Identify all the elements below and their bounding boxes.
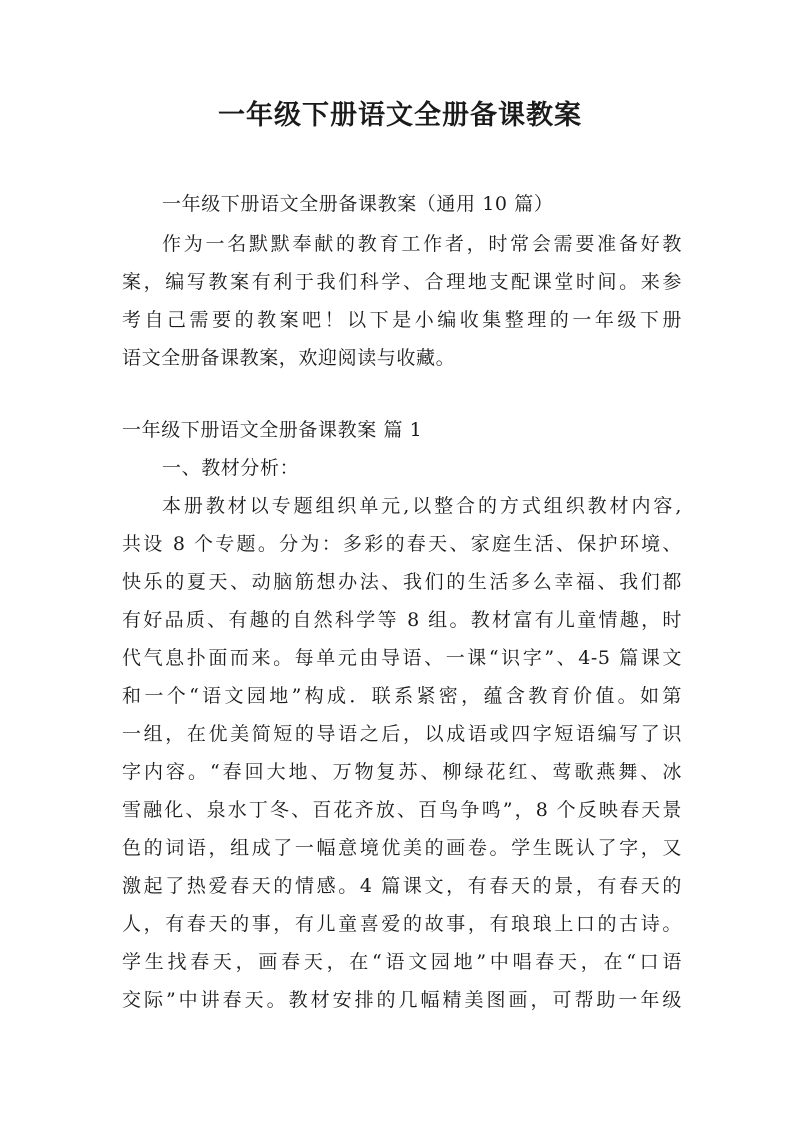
body-line: 激起了热爱春天的情感。4 篇课文，有春天的景，有春天的 (122, 875, 682, 897)
intro-line: 作为一名默默奉献的教育工作者，时常会需要准备好教 (162, 233, 682, 255)
intro-line: 考自己需要的教案吧！以下是小编收集整理的一年级下册 (122, 309, 682, 331)
body-line: 和一个“语文园地”构成．联系紧密，蕴含教育价值。如第 (122, 685, 682, 707)
body-line: 雪融化、泉水丁冬、百花齐放、百鸟争鸣”，8 个反映春天景 (122, 799, 682, 821)
body-line: 字内容。“春回大地、万物复苏、柳绿花红、莺歌燕舞、冰 (122, 761, 682, 783)
subsection-heading: 一、教材分析： (162, 457, 300, 479)
intro-line: 案，编写教案有利于我们科学、合理地支配课堂时间。来参 (122, 271, 682, 293)
document-title: 一年级下册语文全册备课教案 (218, 100, 582, 131)
body-line: 学生找春天，画春天，在“语文园地”中唱春天，在“口语 (122, 951, 682, 973)
body-line: 人，有春天的事，有儿童喜爱的故事，有琅琅上口的古诗。 (122, 913, 682, 935)
body-line: 有好品质、有趣的自然科学等 8 组。教材富有儿童情趣，时 (122, 609, 682, 631)
document-subtitle: 一年级下册语文全册备课教案（通用 10 篇） (162, 193, 554, 215)
body-line: 一组，在优美简短的导语之后，以成语或四字短语编写了识 (122, 723, 682, 745)
body-line: 本册教材以专题组织单元,以整合的方式组织教材内容, (162, 495, 682, 517)
body-line: 快乐的夏天、动脑筋想办法、我们的生活多么幸福、我们都 (122, 571, 682, 593)
intro-line: 语文全册备课教案，欢迎阅读与收藏。 (122, 347, 456, 369)
body-line: 色的词语，组成了一幅意境优美的画卷。学生既认了字，又 (122, 837, 682, 859)
body-line: 代气息扑面而来。每单元由导语、一课“识字”、4-5 篇课文 (122, 647, 682, 669)
section-heading: 一年级下册语文全册备课教案 篇 1 (122, 419, 423, 441)
body-line: 共设 8 个专题。分为：多彩的春天、家庭生活、保护环境、 (122, 533, 682, 555)
body-line: 交际”中讲春天。教材安排的几幅精美图画，可帮助一年级 (122, 989, 682, 1011)
